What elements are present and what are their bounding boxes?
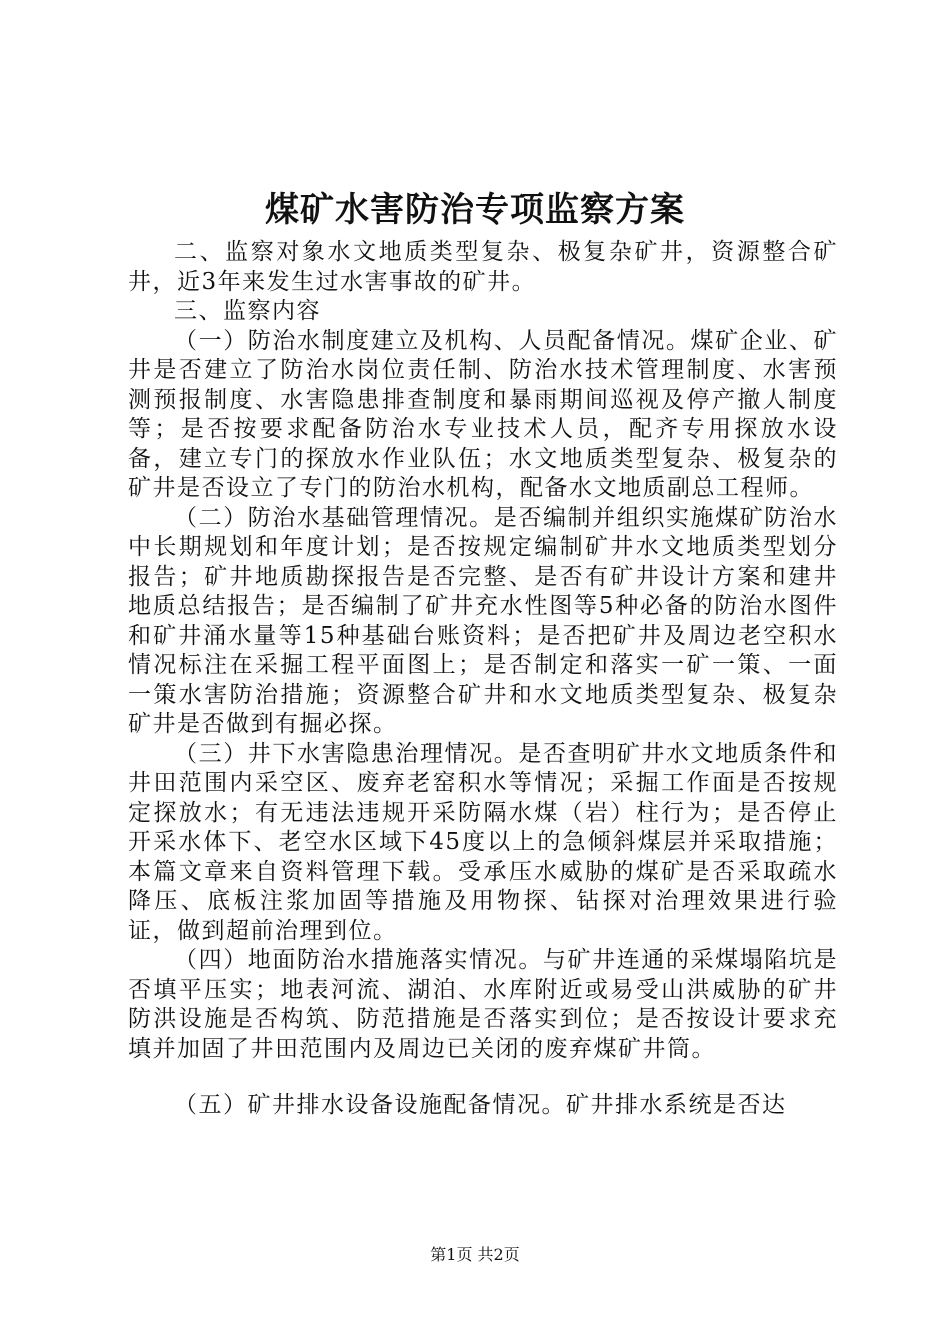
document-title: 煤矿水害防治专项监察方案 xyxy=(265,190,685,230)
paragraph-supervision-targets: 二、监察对象水文地质类型复杂、极复杂矿井，资源整合矿井，近3年来发生过水害事故的矿井。 xyxy=(128,239,838,295)
paragraph-item-4: （四）地面防治水措施落实情况。与矿井连通的采煤塌陷坑是否填平压实；地表河流、湖泊、水库附近或易受山洪威胁的矿井防洪设施是否构筑、防范措施是否落实到位；是否按设计要求充填并加固了井田范围内及周边已关闭的废弃煤矿井筒。 xyxy=(128,947,838,1062)
paragraph-item-2: （二）防治水基础管理情况。是否编制并组织实施煤矿防治水中长期规划和年度计划；是否按规定编制矿井水文地质类型划分报告；矿井地质勘探报告是否完整、是否有矿井设计方案和建井地质总结报告；是否编制了矿井充水性图等5种必备的防治水图件和矿井涌水量等15种基础台账资料；是否把矿井及周边老空积水情况标注在采掘工程平面图上；是否制定和落实一矿一策、一面一策水害防治措施；资源整合矿井和水文地质类型复杂、极复杂矿井是否做到有掘必探。 xyxy=(128,504,838,737)
paragraph-item-1: （一）防治水制度建立及机构、人员配备情况。煤矿企业、矿井是否建立了防治水岗位责任制、防治水技术管理制度、水害预测预报制度、水害隐患排查制度和暴雨期间巡视及停产撤人制度等；是否按要求配备防治水专业技术人员，配齐专用探放水设备，建立专门的探放水作业队伍；水文地质类型复杂、极复杂的矿井是否设立了专门的防治水机构，配备水文地质副总工程师。 xyxy=(128,327,838,501)
page-number-footer: 第1页 共2页 xyxy=(430,1245,520,1264)
paragraph-item-5: （五）矿井排水设备设施配备情况。矿井排水系统是否达 xyxy=(174,1092,787,1118)
paragraph-supervision-content-heading: 三、监察内容 xyxy=(174,298,321,324)
paragraph-item-3: （三）井下水害隐患治理情况。是否查明矿井水文地质条件和井田范围内采空区、废弃老窑积水等情况；采掘工作面是否按规定探放水；有无违法违规开采防隔水煤（岩）柱行为；是否停止开采水体下、老空水区域下45度以上的急倾斜煤层并采取措施；本篇文章来自资料管理下载。受承压水威胁的煤矿是否采取疏水降压、底板注浆加固等措施及用物探、钻探对治理效果进行验证，做到超前治理到位。 xyxy=(128,740,838,944)
document-body xyxy=(128,238,838,1121)
